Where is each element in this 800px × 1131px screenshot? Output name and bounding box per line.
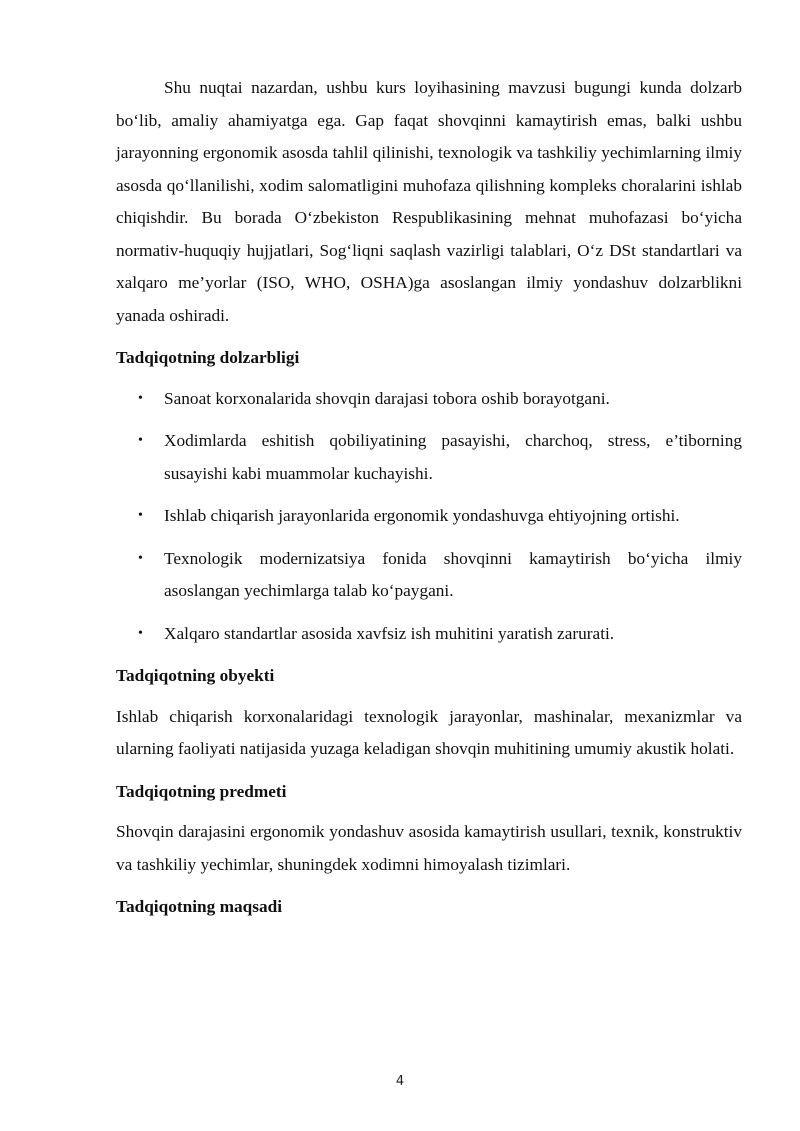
list-item-text: Xodimlarda eshitish qobiliyatining pasayishi, charchoq, stress, e’tiborning susayishi kabi muammolar kuchayishi. bbox=[164, 431, 742, 483]
list-item-text: Ishlab chiqarish jarayonlarida ergonomik yondashuvga ehtiyojning ortishi. bbox=[164, 506, 680, 525]
bullet-icon: • bbox=[138, 433, 143, 448]
list-item bbox=[116, 425, 742, 490]
bullet-icon: • bbox=[138, 390, 143, 406]
subject-paragraph: Shovqin darajasini ergonomik yondashuv asosida kamaytirish usullari, texnik, konstruktiv va tashkiliy yechimlar, shuningdek xodimni himoyalash tizimlari. bbox=[116, 822, 742, 874]
relevance-list bbox=[116, 383, 742, 651]
list-item-text: Texnologik modernizatsiya fonida shovqinni kamaytirish bo‘yicha ilmiy asoslangan yechimlarga talab ko‘paygani. bbox=[164, 548, 742, 600]
bullet-icon: • bbox=[138, 508, 143, 523]
goal-heading: Tadqiqotning maqsadi bbox=[116, 897, 283, 916]
page-number: 4 bbox=[395, 1074, 405, 1089]
bullet-icon: • bbox=[138, 550, 143, 566]
list-item bbox=[116, 383, 742, 416]
list-item bbox=[116, 618, 742, 651]
list-item bbox=[116, 543, 742, 608]
object-paragraph: Ishlab chiqarish korxonalaridagi texnologik jarayonlar, mashinalar, mexanizmlar va ularning faoliyati natijasida yuzaga keladigan shovqin muhitining umumiy akustik holati. bbox=[116, 706, 742, 758]
list-item-text: Sanoat korxonalarida shovqin darajasi tobora oshib borayotgani. bbox=[164, 388, 610, 408]
object-heading: Tadqiqotning obyekti bbox=[116, 666, 275, 685]
intro-paragraph: Shu nuqtai nazardan, ushbu kurs loyihasining mavzusi bugungi kunda dolzarb bo‘lib, amaliy ahamiyatga ega. Gap faqat shovqinni kamaytirish emas, balki ushbu jarayonning ergonomik asosda tahlil qilinishi, texnologik va tashkiliy yechimlarning ilmiy asosda qo‘llanilishi, xodim salomatligini muhofaza qilishning kompleks choralarini ishlab chiqishdir. Bu borada O‘zbekiston Respublikasining mehnat muhofazasi bo‘yicha normativ-huquqiy hujjatlari, Sog‘liqni saqlash vazirligi talablari, O‘z DSt standartlari va xalqaro me’yorlar (ISO, WHO, OSHA)ga asoslangan ilmiy yondashuv dolzarblikni yanada oshiradi. bbox=[116, 78, 742, 325]
subject-heading: Tadqiqotning predmeti bbox=[116, 781, 287, 801]
page-content bbox=[116, 72, 742, 932]
list-item bbox=[116, 500, 742, 533]
bullet-icon: • bbox=[138, 625, 143, 641]
list-item-text: Xalqaro standartlar asosida xavfsiz ish muhitini yaratish zarurati. bbox=[164, 623, 615, 643]
relevance-heading: Tadqiqotning dolzarbligi bbox=[116, 348, 300, 367]
